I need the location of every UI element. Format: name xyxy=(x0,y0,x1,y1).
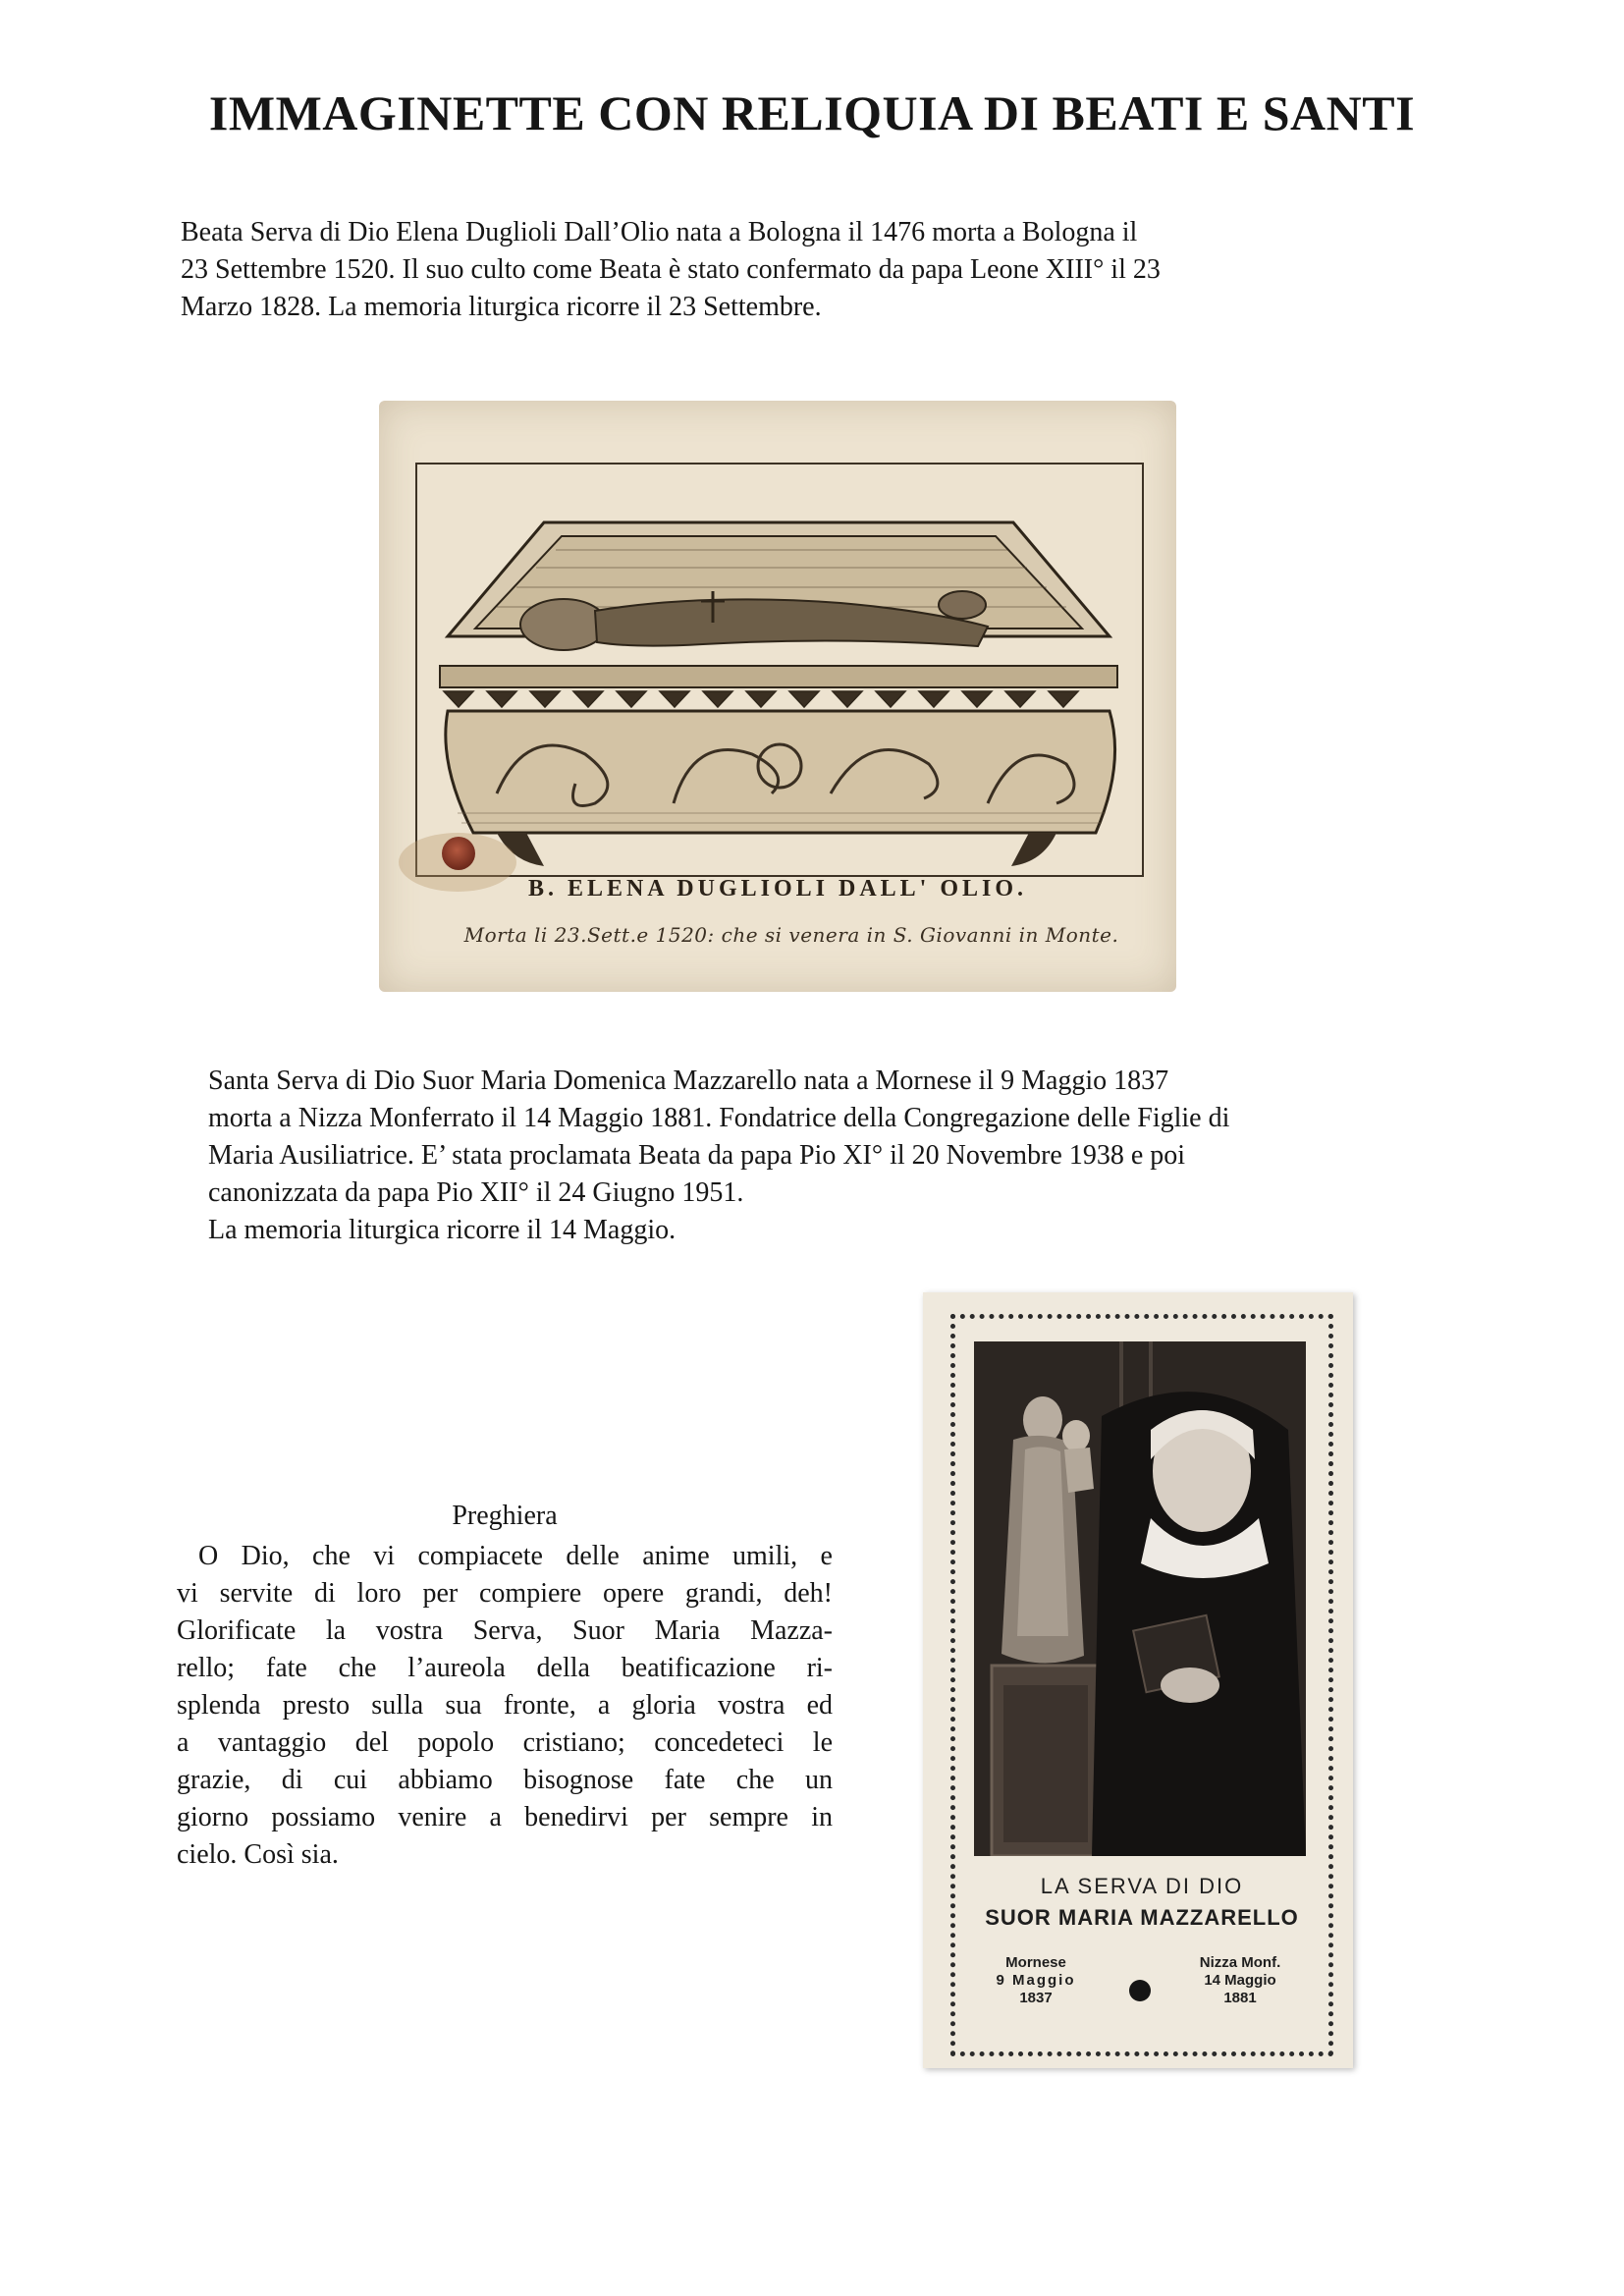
photo-illustration xyxy=(974,1341,1306,1856)
paragraph-line: La memoria liturgica ricorre il 14 Maggio. xyxy=(208,1215,677,1245)
birth-date: 9 Maggio xyxy=(996,1972,1076,1989)
paragraph-line: Maria Ausiliatrice. E’ stata proclamata Beata da papa Pio XI° il 20 Novembre 1938 e poi xyxy=(208,1140,1186,1171)
birth-year: 1837 xyxy=(1019,1990,1053,2006)
engraving-reliquary-illustration xyxy=(379,401,1176,992)
paragraph-elena-duglioli xyxy=(181,214,1404,326)
photo-nun-with-madonna-statue xyxy=(974,1341,1306,1856)
paragraph-line: canonizzata da papa Pio XII° il 24 Giugno 1951. xyxy=(208,1177,744,1208)
paragraph-maria-mazzarello xyxy=(208,1063,1406,1249)
holy-card-maria-mazzarello xyxy=(923,1292,1353,2068)
paragraph-line: Beata Serva di Dio Elena Duglioli Dall’Olio nata a Bologna il 1476 morta a Bologna il xyxy=(181,217,1138,247)
prayer-line: rello; fate che l’aureola della beatificazione ri- xyxy=(177,1653,833,1683)
death-date: 14 Maggio xyxy=(1204,1972,1276,1989)
birth-info xyxy=(982,1954,1090,2007)
holy-card-elena-duglioli xyxy=(379,401,1176,992)
death-place: Nizza Monf. xyxy=(1199,1954,1281,1971)
prayer-line: vi servite di loro per compiere opere grandi, deh! xyxy=(177,1578,833,1609)
paragraph-line: 23 Settembre 1520. Il suo culto come Beata è stato confermato da papa Leone XIII° il 23 xyxy=(181,254,1161,285)
engraving-subcaption: Morta li 23.Sett.e 1520: che si venera in S. Giovanni in Monte. xyxy=(463,923,1119,947)
engraving-caption: B. ELENA DUGLIOLI DALL' OLIO. xyxy=(527,876,1028,902)
paragraph-line: Marzo 1828. La memoria liturgica ricorre il 23 Settembre. xyxy=(181,292,822,322)
death-year: 1881 xyxy=(1223,1990,1257,2006)
birth-place: Mornese xyxy=(1005,1954,1066,1971)
prayer-title: Preghiera xyxy=(452,1501,558,1531)
prayer-line: cielo. Così sia. xyxy=(177,1839,339,1870)
prayer-line: Glorificate la vostra Serva, Suor Maria Mazza- xyxy=(177,1615,833,1646)
prayer-text xyxy=(177,1538,833,1874)
prayer-line: grazie, di cui abbiamo bisognose fate che un xyxy=(177,1765,833,1795)
card-line-serva: LA SERVA DI DIO xyxy=(1040,1874,1244,1898)
page-title: IMMAGINETTE CON RELIQUIA DI BEATI E SANTI xyxy=(208,85,1416,140)
paragraph-line: Santa Serva di Dio Suor Maria Domenica Mazzarello nata a Mornese il 9 Maggio 1837 xyxy=(208,1066,1169,1096)
relic-seal xyxy=(1129,1980,1151,2001)
prayer-line: giorno possiamo venire a benedirvi per sempre in xyxy=(177,1802,833,1832)
prayer-line: O Dio, che vi compiacete delle anime umili, e xyxy=(198,1541,833,1571)
death-info xyxy=(1186,1954,1294,2007)
paragraph-line: morta a Nizza Monferrato il 14 Maggio 1881. Fondatrice della Congregazione delle Figlie di xyxy=(208,1103,1230,1133)
prayer-line: splenda presto sulla sua fronte, a gloria vostra ed xyxy=(177,1690,833,1721)
card-line-name: SUOR MARIA MAZZARELLO xyxy=(985,1905,1299,1930)
prayer-line: a vantaggio del popolo cristiano; concedeteci le xyxy=(177,1727,833,1758)
relic-seal xyxy=(442,837,475,870)
